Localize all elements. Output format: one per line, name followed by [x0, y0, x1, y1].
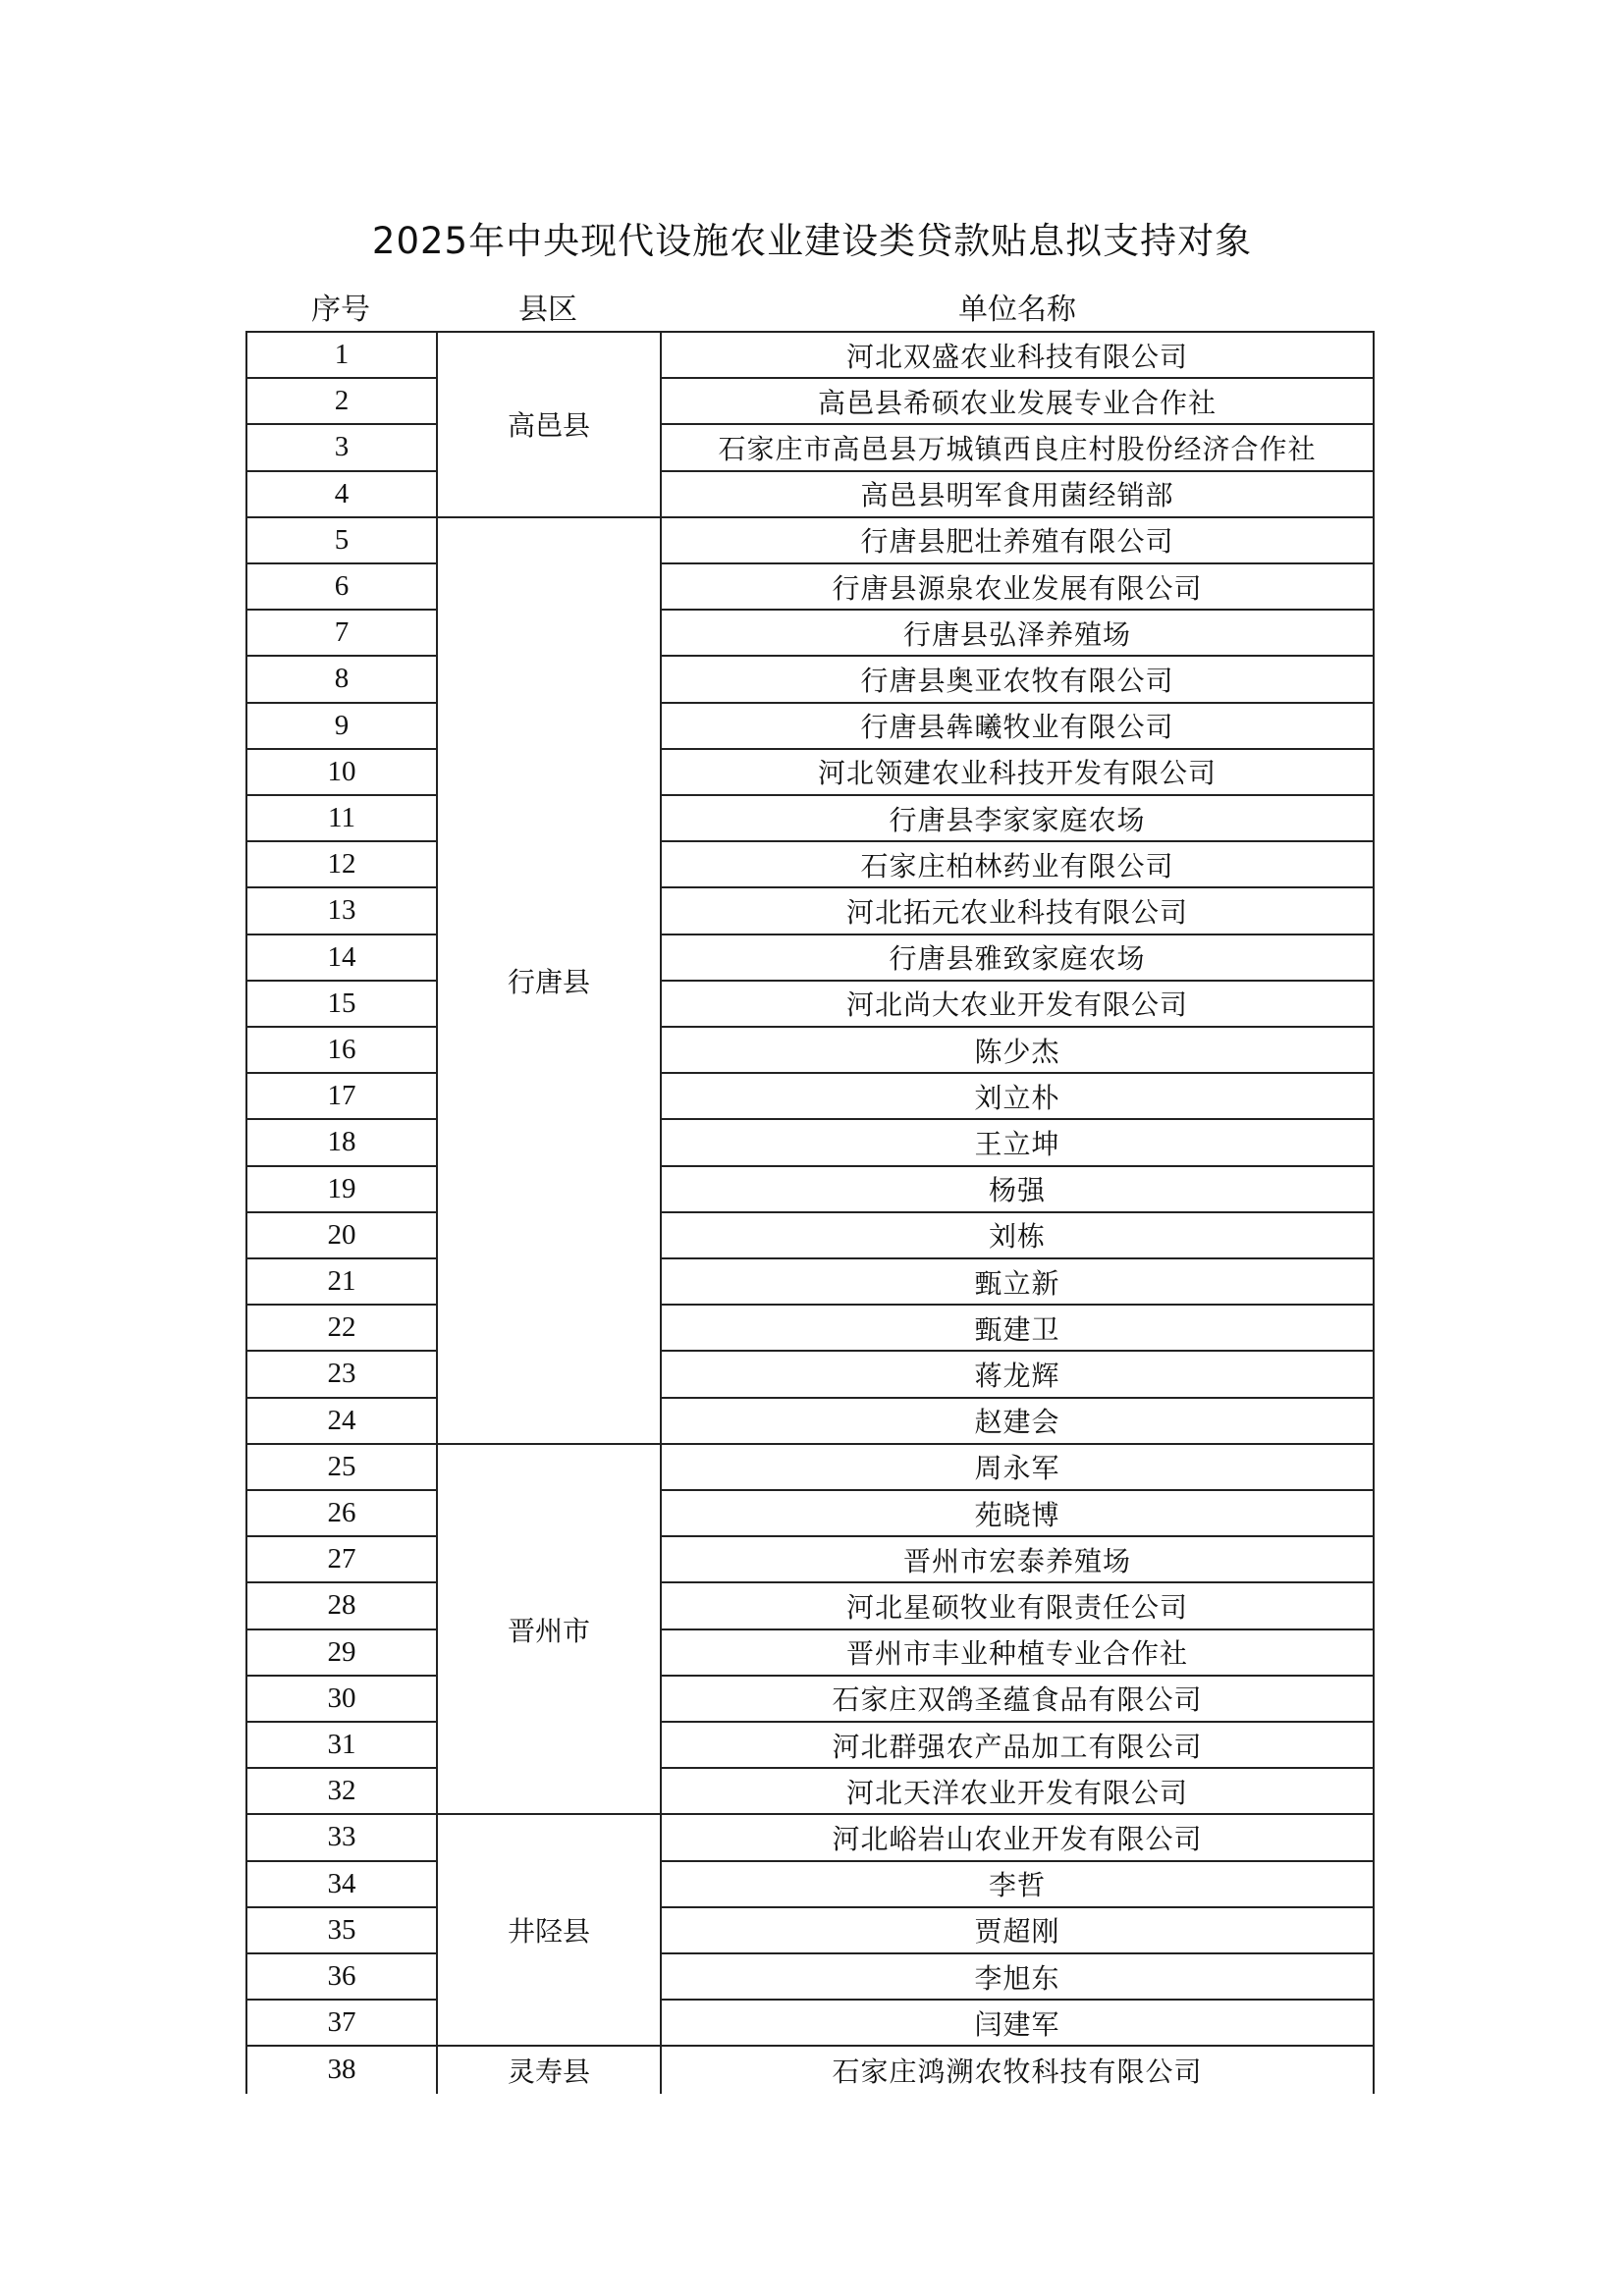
- support-table: [245, 331, 1375, 2094]
- row-number: 12: [247, 842, 438, 888]
- unit-name: 河北星硕牧业有限责任公司: [662, 1583, 1373, 1629]
- unit-name: 高邑县明军食用菌经销部: [662, 472, 1373, 518]
- row-number: 36: [247, 1954, 438, 2001]
- county-cell: 行唐县: [438, 518, 662, 1445]
- unit-name: 行唐县李家家庭农场: [662, 796, 1373, 842]
- unit-name: 河北领建农业科技开发有限公司: [662, 750, 1373, 796]
- unit-name: 李旭东: [662, 1954, 1373, 2001]
- county-cell: 高邑县: [438, 333, 662, 518]
- row-number: 15: [247, 982, 438, 1028]
- row-number: 18: [247, 1120, 438, 1166]
- unit-name: 晋州市宏泰养殖场: [662, 1537, 1373, 1583]
- unit-name: 河北天洋农业开发有限公司: [662, 1769, 1373, 1815]
- row-number: 9: [247, 704, 438, 750]
- row-number: 3: [247, 425, 438, 471]
- row-number: 11: [247, 796, 438, 842]
- unit-name: 赵建会: [662, 1399, 1373, 1445]
- unit-name: 石家庄市高邑县万城镇西良庄村股份经济合作社: [662, 425, 1373, 471]
- unit-name: 蒋龙辉: [662, 1352, 1373, 1398]
- row-number: 8: [247, 657, 438, 703]
- unit-name: 李哲: [662, 1862, 1373, 1908]
- row-number: 37: [247, 2001, 438, 2047]
- row-number: 6: [247, 564, 438, 611]
- header-name: 单位名称: [958, 293, 1076, 327]
- row-number: 38: [247, 2047, 438, 2093]
- unit-name: 周永军: [662, 1445, 1373, 1491]
- unit-name: 行唐县雅致家庭农场: [662, 935, 1373, 982]
- unit-name: 行唐县弘泽养殖场: [662, 611, 1373, 657]
- row-number: 31: [247, 1723, 438, 1769]
- row-number: 30: [247, 1677, 438, 1723]
- header-county: 县区: [518, 293, 577, 327]
- unit-name: 陈少杰: [662, 1028, 1373, 1074]
- row-number: 22: [247, 1306, 438, 1352]
- unit-name: 刘立朴: [662, 1074, 1373, 1120]
- unit-name: 高邑县希硕农业发展专业合作社: [662, 379, 1373, 425]
- row-number: 20: [247, 1213, 438, 1259]
- row-number: 32: [247, 1769, 438, 1815]
- unit-name: 河北尚大农业开发有限公司: [662, 982, 1373, 1028]
- row-number: 26: [247, 1491, 438, 1537]
- unit-name: 行唐县奥亚农牧有限公司: [662, 657, 1373, 703]
- row-number: 23: [247, 1352, 438, 1398]
- unit-name: 行唐县犇曦牧业有限公司: [662, 704, 1373, 750]
- unit-name: 甄建卫: [662, 1306, 1373, 1352]
- header-seq: 序号: [311, 293, 370, 327]
- unit-name: 晋州市丰业种植专业合作社: [662, 1630, 1373, 1677]
- row-number: 7: [247, 611, 438, 657]
- unit-name: 行唐县源泉农业发展有限公司: [662, 564, 1373, 611]
- unit-name: 河北峪岩山农业开发有限公司: [662, 1815, 1373, 1861]
- row-number: 2: [247, 379, 438, 425]
- unit-name: 杨强: [662, 1167, 1373, 1213]
- row-number: 17: [247, 1074, 438, 1120]
- unit-name: 甄立新: [662, 1259, 1373, 1306]
- row-number: 24: [247, 1399, 438, 1445]
- unit-name: 王立坤: [662, 1120, 1373, 1166]
- row-number: 10: [247, 750, 438, 796]
- county-cell: 灵寿县: [438, 2047, 662, 2093]
- row-number: 33: [247, 1815, 438, 1861]
- county-cell: 井陉县: [438, 1815, 662, 2047]
- row-number: 21: [247, 1259, 438, 1306]
- unit-name: 石家庄柏林药业有限公司: [662, 842, 1373, 888]
- row-number: 29: [247, 1630, 438, 1677]
- unit-name: 河北双盛农业科技有限公司: [662, 333, 1373, 379]
- page-title: 2025年中央现代设施农业建设类贷款贴息拟支持对象: [371, 220, 1253, 262]
- unit-name: 石家庄鸿溯农牧科技有限公司: [832, 2055, 1203, 2088]
- row-number: 27: [247, 1537, 438, 1583]
- row-number: 28: [247, 1583, 438, 1629]
- row-number: 16: [247, 1028, 438, 1074]
- unit-name: 行唐县肥壮养殖有限公司: [662, 518, 1373, 564]
- unit-name: 苑晓博: [662, 1491, 1373, 1537]
- county-cell: 晋州市: [438, 1445, 662, 1816]
- row-number: 35: [247, 1908, 438, 1954]
- unit-name: 闫建军: [662, 2001, 1373, 2047]
- row-number: 25: [247, 1445, 438, 1491]
- row-number: 13: [247, 888, 438, 934]
- unit-name: 河北拓元农业科技有限公司: [662, 888, 1373, 934]
- row-number: 1: [247, 333, 438, 379]
- unit-name: 河北群强农产品加工有限公司: [662, 1723, 1373, 1769]
- unit-name: 刘栋: [662, 1213, 1373, 1259]
- row-number: 34: [247, 1862, 438, 1908]
- row-number: 19: [247, 1167, 438, 1213]
- unit-name: 石家庄双鸽圣蕴食品有限公司: [662, 1677, 1373, 1723]
- row-number: 5: [247, 518, 438, 564]
- row-number: 14: [247, 935, 438, 982]
- unit-name: 贾超刚: [662, 1908, 1373, 1954]
- row-number: 4: [247, 472, 438, 518]
